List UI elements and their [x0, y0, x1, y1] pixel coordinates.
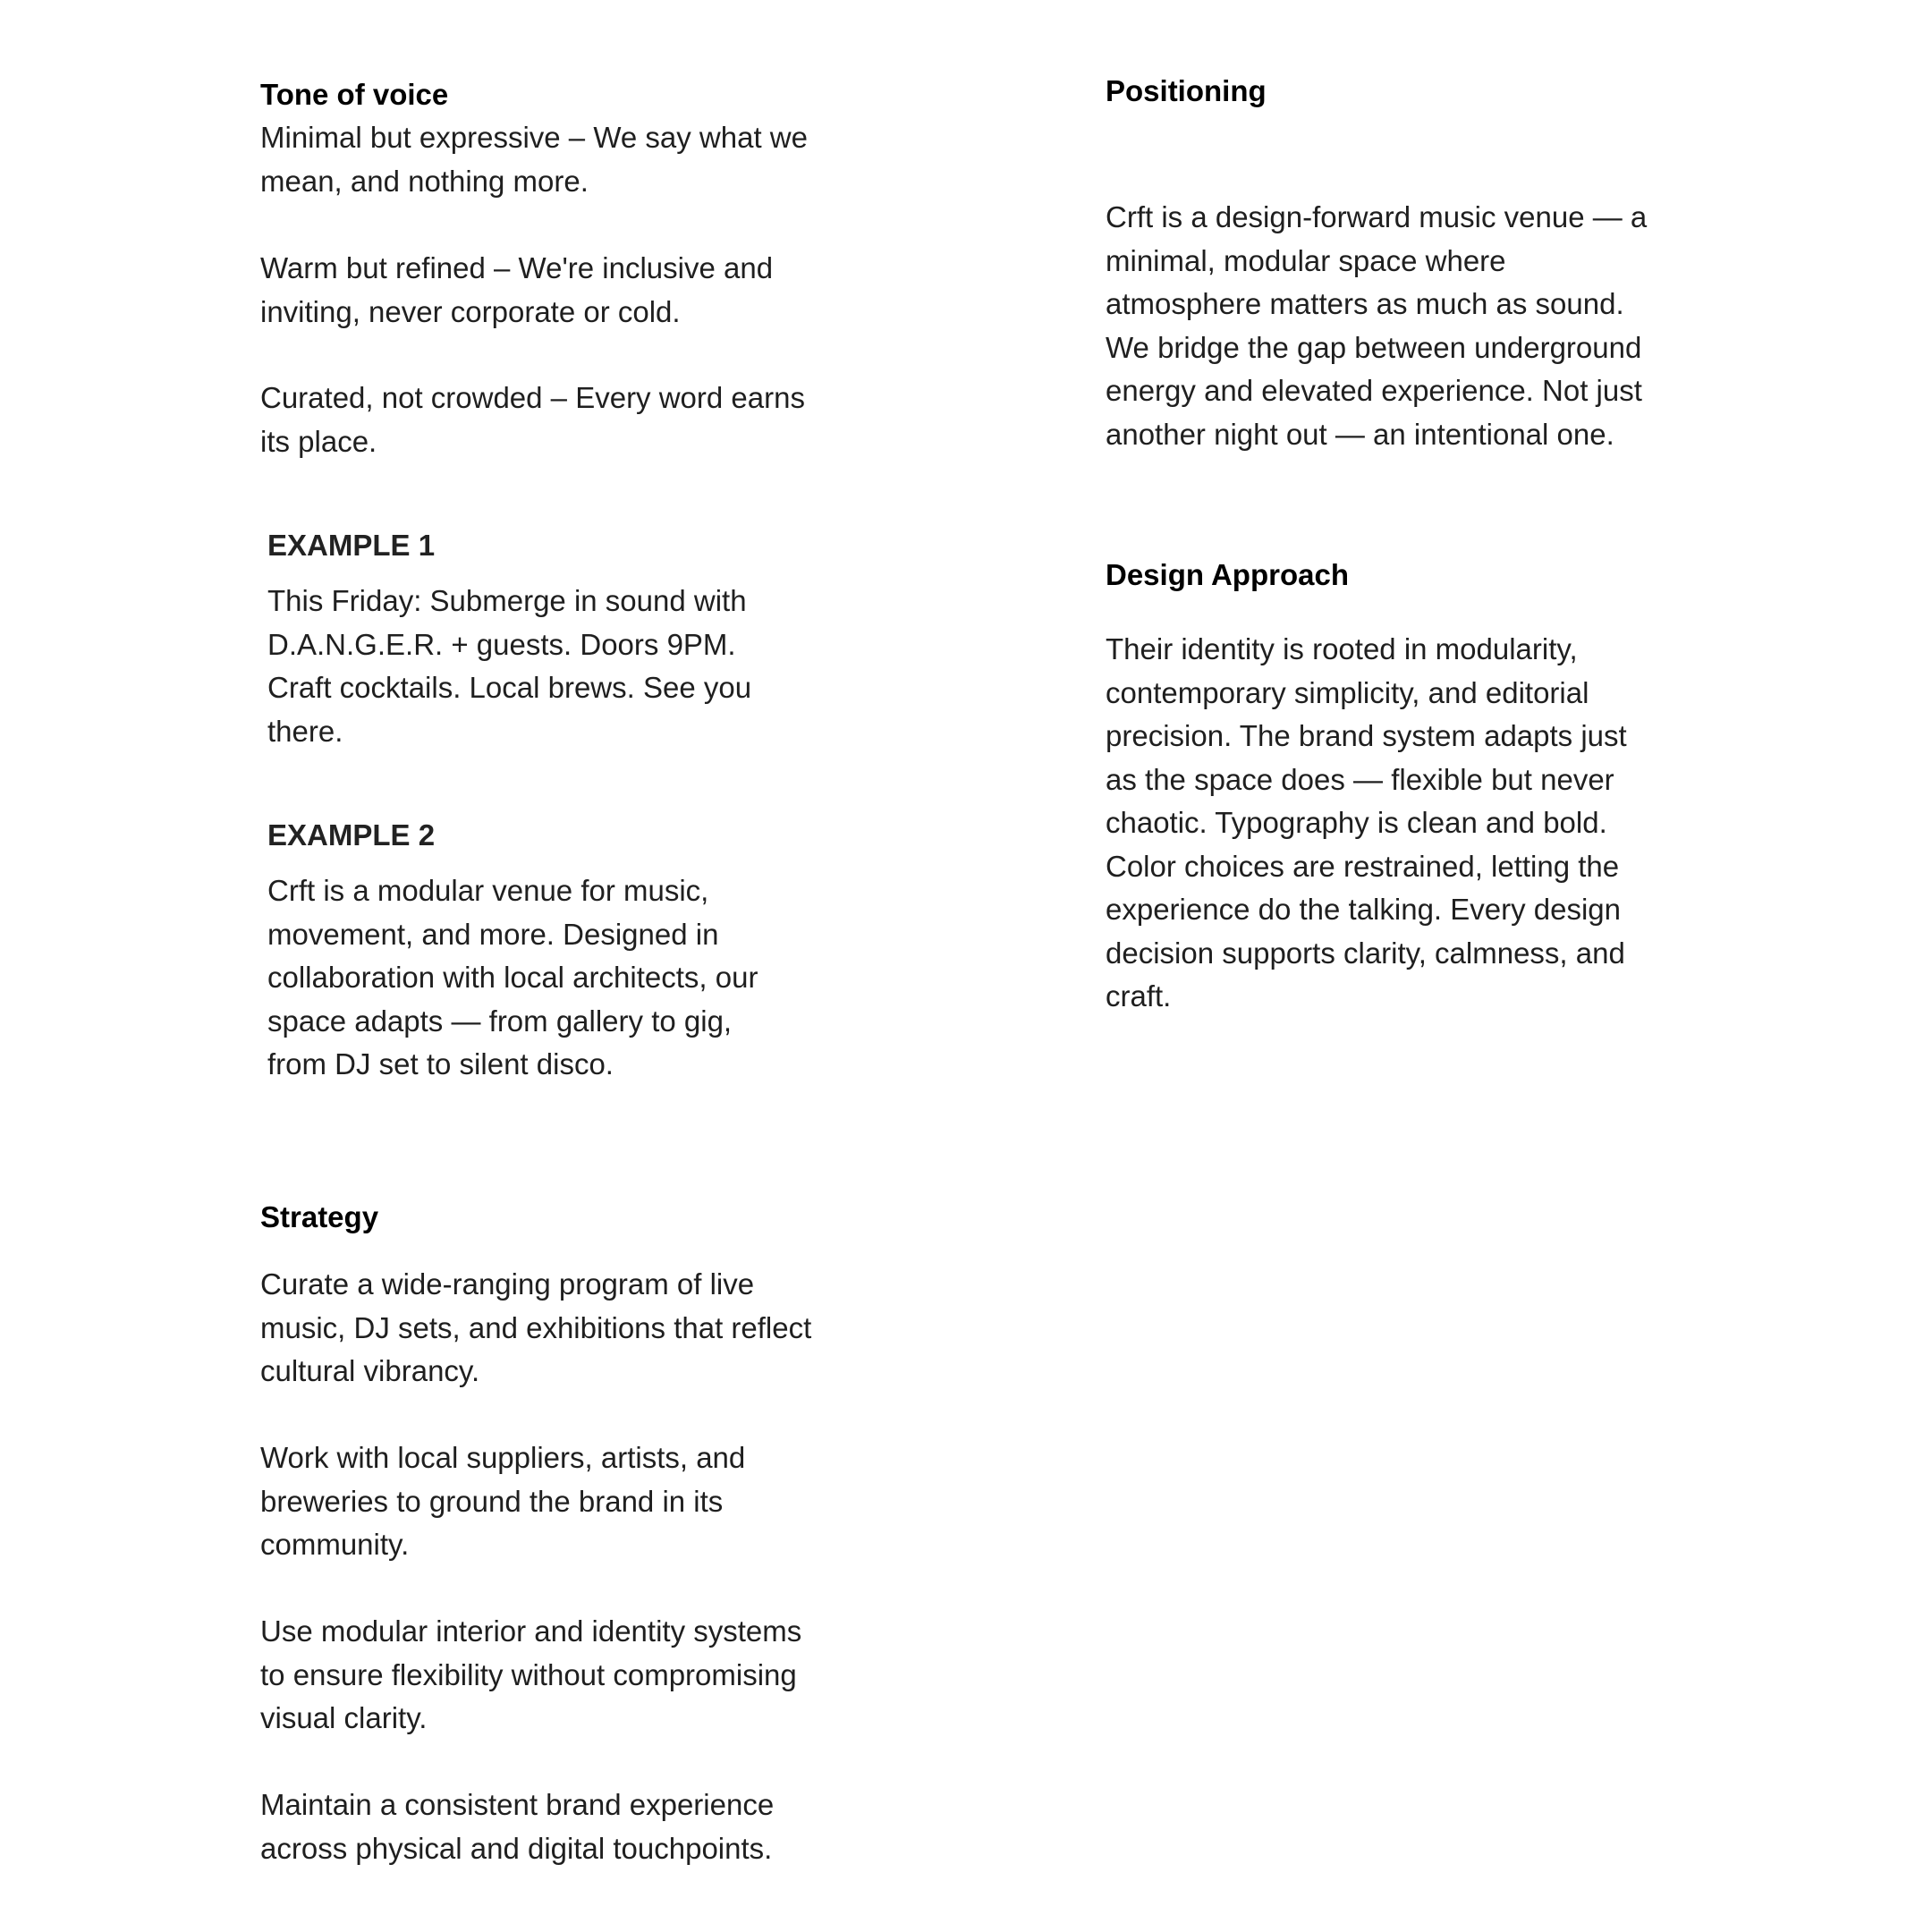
tone-paragraph-minimal: Minimal but expressive – We say what we mean, and nothing more. [260, 121, 808, 198]
positioning-text: Crft is a design-forward music venue — a minimal, modular space where atmosphere matters as much as sound. We bridge the gap between underground energy and elevated experience. Not just another night out — an intentional one. [1106, 200, 1648, 451]
example-1-heading: EXAMPLE 1 [267, 529, 436, 562]
design-approach-text: Their identity is rooted in modularity, contemporary simplicity, and editorial precision. The brand system adapts just as the space does — flexible but never chaotic. Typography is clean and bold. Color choices are restrained, letting the experience do the talking. Every design decision supports clarity, calmness, and craft. [1106, 632, 1627, 1013]
strategy-paragraph-modular: Use modular interior and identity systems to ensure flexibility without compromising visual clarity. [260, 1614, 802, 1734]
positioning-heading: Positioning [1106, 74, 1267, 107]
strategy-paragraph-consistent: Maintain a consistent brand experience across physical and digital touchpoints. [260, 1788, 775, 1865]
design-approach-heading: Design Approach [1106, 558, 1349, 591]
example-1-text: This Friday: Submerge in sound with D.A.N.G.E.R. + guests. Doors 9PM. Craft cocktails. Local brews. See you there. [267, 584, 752, 748]
tone-paragraph-curated: Curated, not crowded – Every word earns its place. [260, 381, 805, 458]
strategy-paragraph-program: Curate a wide-ranging program of live music, DJ sets, and exhibitions that reflect cultural vibrancy. [260, 1267, 812, 1387]
tone-of-voice-heading: Tone of voice [260, 78, 449, 111]
example-2-heading: EXAMPLE 2 [267, 818, 436, 852]
example-2-text: Crft is a modular venue for music, movement, and more. Designed in collaboration with local architects, our space adapts — from gallery to gig, from DJ set to silent disco. [267, 874, 758, 1080]
tone-paragraph-warm: Warm but refined – We're inclusive and inviting, never corporate or cold. [260, 251, 774, 328]
strategy-paragraph-suppliers: Work with local suppliers, artists, and breweries to ground the brand in its community. [260, 1441, 746, 1561]
strategy-heading: Strategy [260, 1200, 379, 1233]
